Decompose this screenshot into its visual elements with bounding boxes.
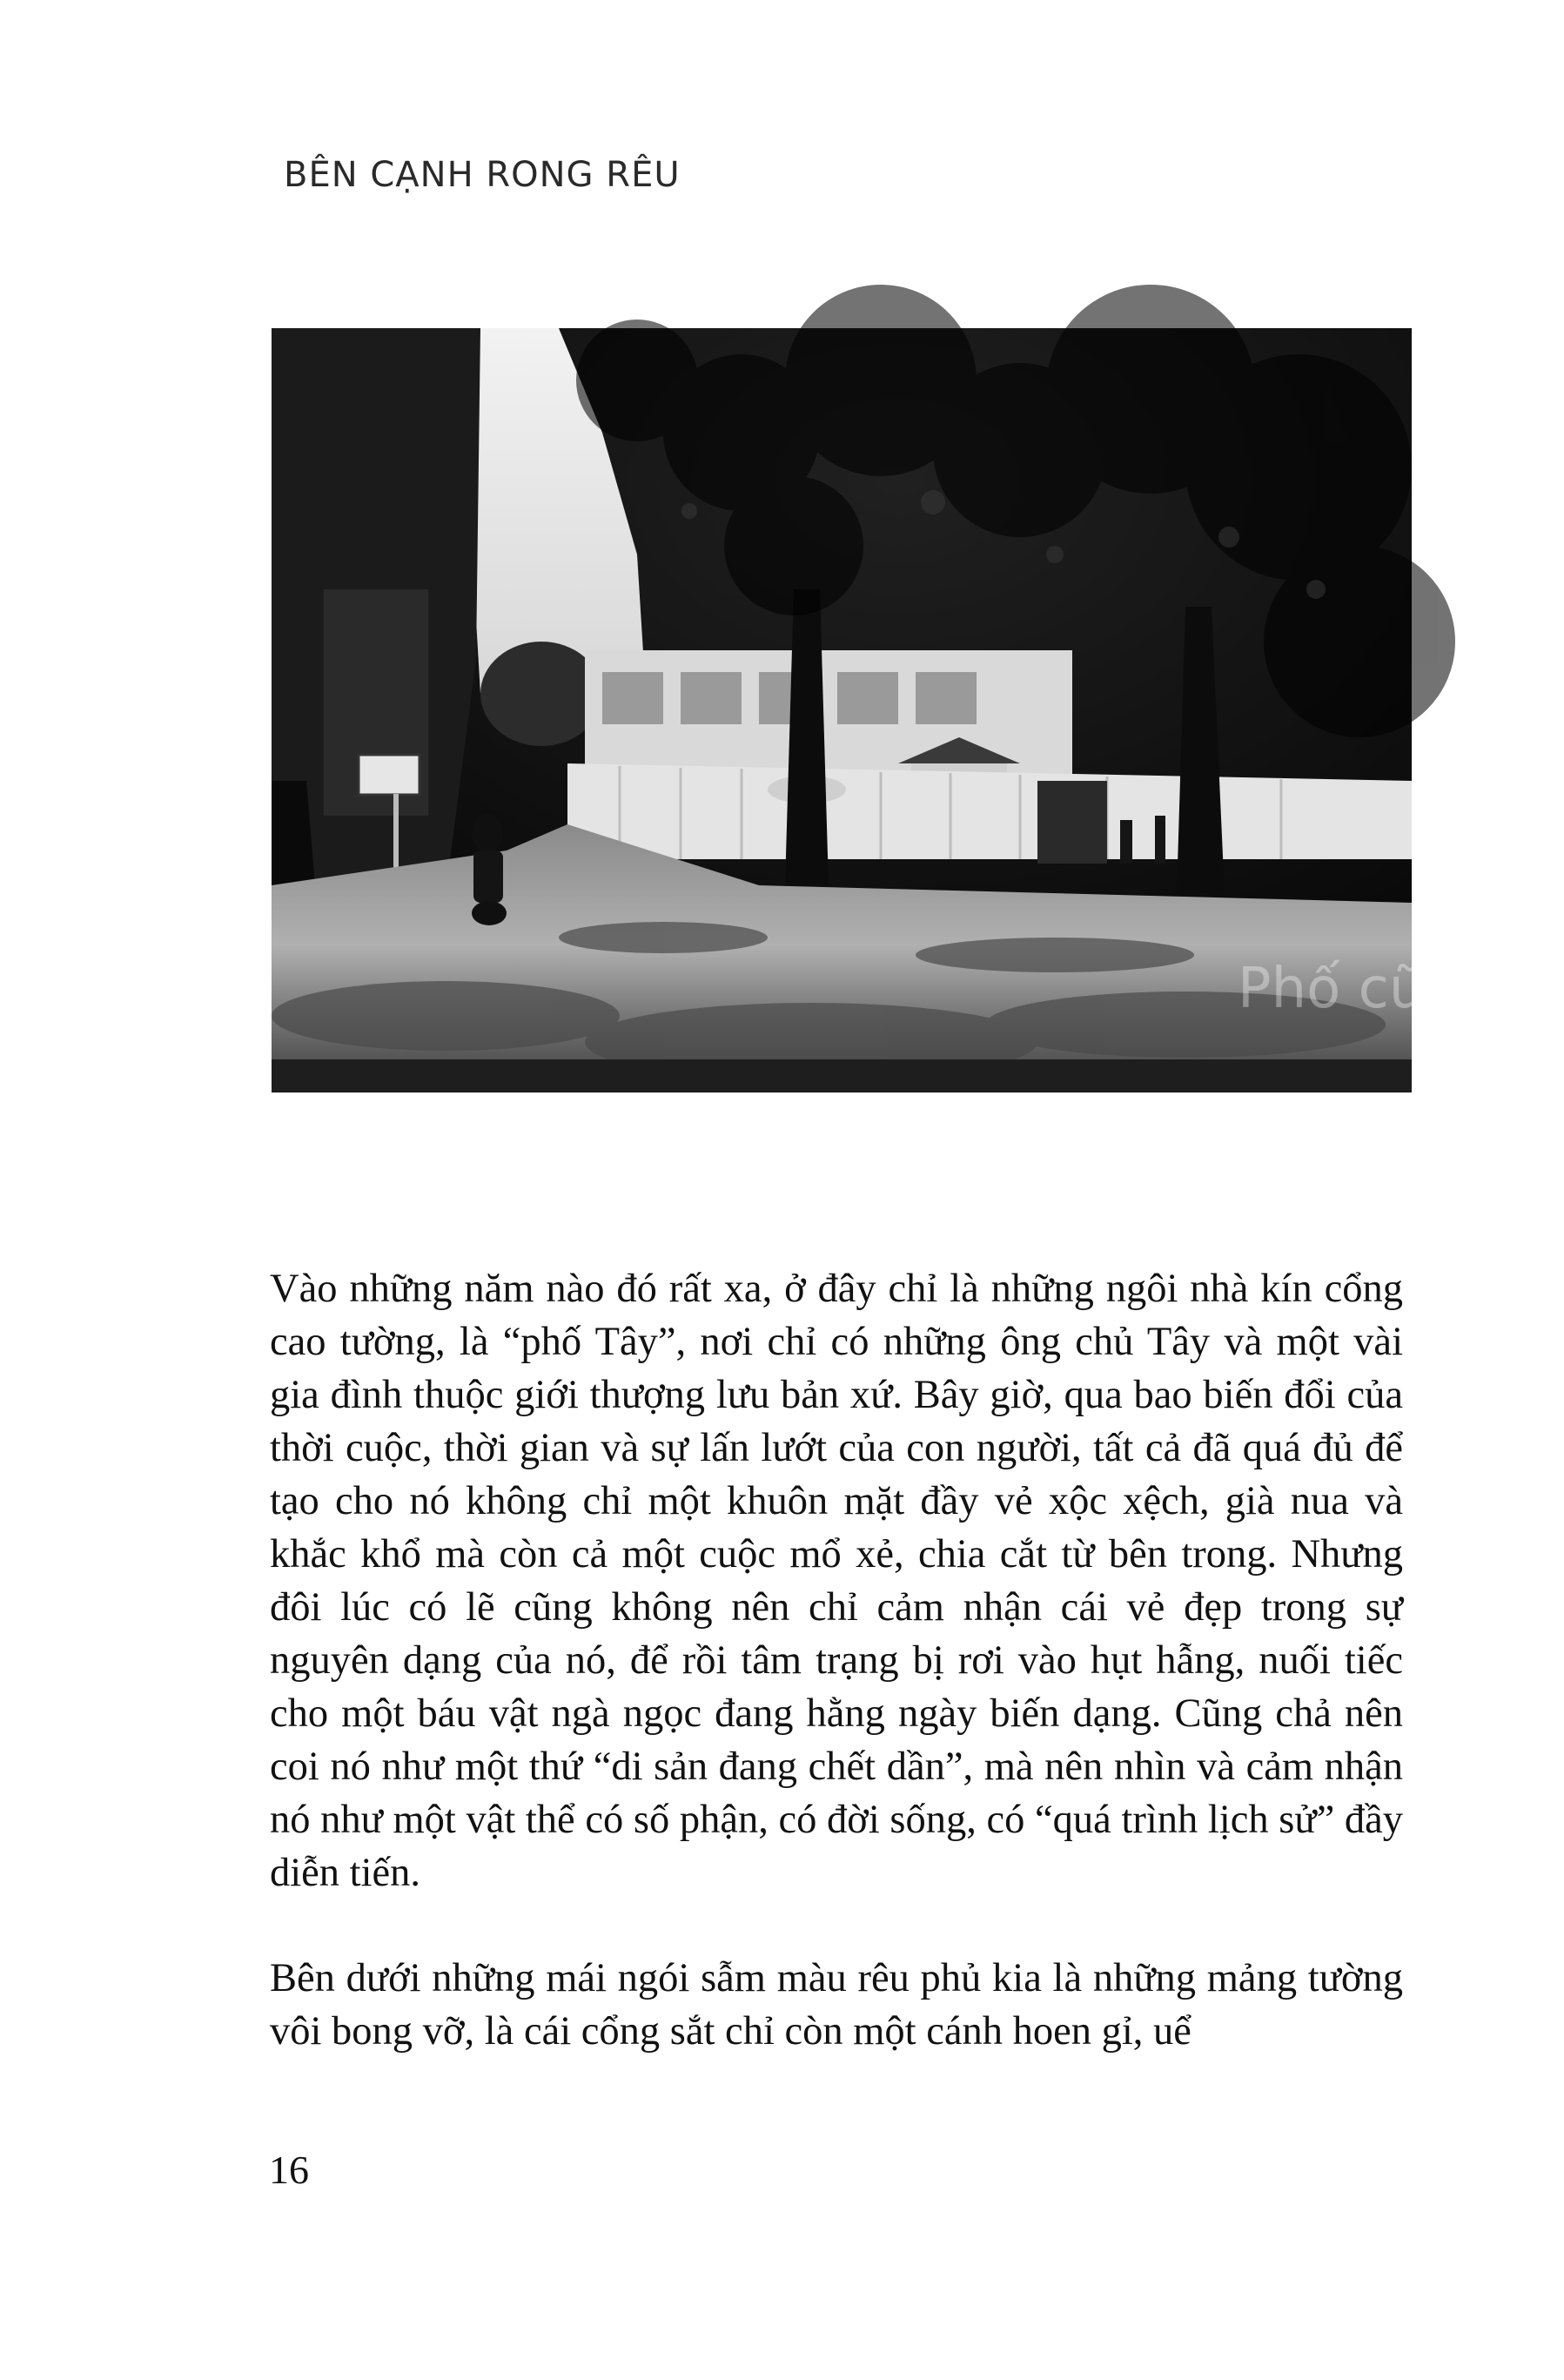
paragraph-1: Vào những năm nào đó rất xa, ở đây chỉ là những ngôi nhà kín cổng cao tường, là “phố Tây”, nơi chỉ có những ông chủ Tây và một vài gia đình thuộc giới thượng lưu bản xứ. Bây giờ, qua bao biến đổi của thời cuộc, thời gian và sự lấn lướt của con người, tất cả đã quá đủ để tạo cho nó không chỉ một khuôn mặt đầy vẻ xộc xệch, già nua và khắc khổ mà còn cả một cuộc mổ xẻ, chia cắt từ bên trong. Nhưng đôi lúc có lẽ cũng không nên chỉ cảm nhận cái vẻ đẹp trong sự nguyên dạng của nó, để rồi tâm trạng bị rơi vào hụt hẫng, nuối tiếc cho một báu vật ngà ngọc đang hằng ngày biến dạng. Cũng chả nên coi nó như một thứ “di sản đang chết dần”, mà nên nhìn và cảm nhận nó như một vật thể có số phận, có đời sống, có “quá trình lịch sử” đầy diễn tiến. (270, 1267, 1403, 1895)
body-text (270, 1262, 1403, 2110)
photo-overlay-text: Phố cũ... (1238, 957, 1478, 1021)
running-header: BÊN CẠNH RONG RÊU (284, 155, 681, 195)
street-photo (272, 328, 1478, 1093)
paragraph-2: Bên dưới những mái ngói sẫm màu rêu phủ kia là những mảng tường vôi bong vỡ, là cái cổng sắt chỉ còn một cánh hoen gỉ, uể (270, 1956, 1403, 2054)
page-number: 16 (269, 2148, 309, 2192)
